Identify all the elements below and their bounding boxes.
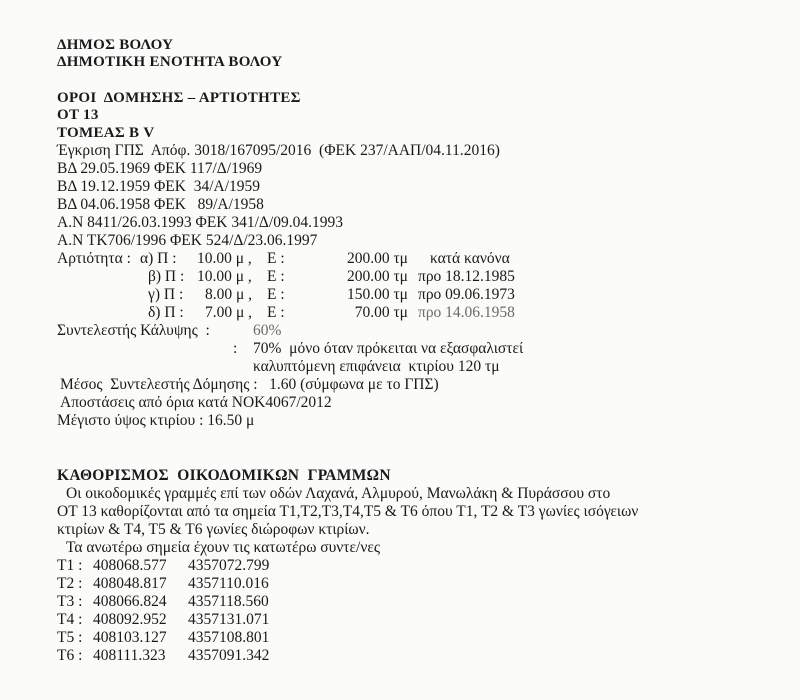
artiotita-label: Αρτιότητα : xyxy=(57,250,131,267)
point-label: Τ1 : xyxy=(57,557,83,574)
artiotita-case: β) Π : xyxy=(148,268,185,285)
coverage-alt-line1: 70% μόνο όταν πρόκειται να εξασφαλιστεί xyxy=(253,340,524,357)
municipal-unit-title: ΔΗΜΟΤΙΚΗ ΕΝΟΤΗΤΑ ΒΟΛΟΥ xyxy=(57,54,283,70)
artiotita-note: προ 14.06.1958 xyxy=(418,304,515,321)
building-coefficient: Μέσος Συντελεστής Δόμησης : 1.60 (σύμφωνα με το ΓΠΣ) xyxy=(60,376,439,393)
artiotita-case: γ) Π : xyxy=(148,286,184,303)
point-y: 4357118.560 xyxy=(188,593,269,610)
point-x: 408111.323 xyxy=(93,647,166,664)
coverage-alt-colon: : xyxy=(233,340,238,357)
coverage-value: 60% xyxy=(253,322,282,339)
artiotita-area: 200.00 τμ xyxy=(346,268,408,285)
artiotita-area-label: Ε : xyxy=(267,286,285,303)
reference-line: ΒΔ 19.12.1959 ΦΕΚ 34/Α/1959 xyxy=(57,178,260,195)
sector-label: ΤΟΜΕΑΣ Β V xyxy=(57,125,155,141)
paragraph-line: κτιρίων & Τ4, Τ5 & Τ6 γωνίες διώροφων κτιρίων. xyxy=(57,521,370,538)
paragraph-line: Οι οικοδομικές γραμμές επί των οδών Λαχανά, Αλμυρού, Μανωλάκη & Πυράσσου στο xyxy=(66,485,611,502)
municipality-title: ΔΗΜΟΣ ΒΟΛΟΥ xyxy=(57,37,174,53)
artiotita-area-label: Ε : xyxy=(267,250,285,267)
max-height: Μέγιστο ύψος κτιρίου : 16.50 μ xyxy=(57,412,255,429)
artiotita-frontage: 10.00 μ , xyxy=(197,268,252,285)
point-y: 4357110.016 xyxy=(188,575,269,592)
point-label: Τ3 : xyxy=(57,593,83,610)
point-y: 4357091.342 xyxy=(188,647,270,664)
point-label: Τ5 : xyxy=(57,629,83,646)
artiotita-note: κατά κανόνα xyxy=(430,250,510,267)
artiotita-area-label: Ε : xyxy=(267,268,285,285)
reference-line: ΒΔ 04.06.1958 ΦΕΚ 89/Α/1958 xyxy=(57,196,264,213)
point-x: 408048.817 xyxy=(93,575,167,592)
artiotita-area: 150.00 τμ xyxy=(346,286,408,303)
artiotita-note: προ 09.06.1973 xyxy=(418,286,515,303)
reference-line: Α.Ν ΤΚ706/1996 ΦΕΚ 524/Δ/23.06.1997 xyxy=(57,232,318,249)
section-title-building-lines: ΚΑΘΟΡΙΣΜΟΣ ΟΙΚΟΔΟΜΙΚΩΝ ΓΡΑΜΜΩΝ xyxy=(57,467,391,484)
point-x: 408092.952 xyxy=(93,611,167,628)
point-y: 4357131.071 xyxy=(188,611,270,628)
distances-rule: Αποστάσεις από όρια κατά ΝΟΚ4067/2012 xyxy=(60,394,332,411)
reference-line: Έγκριση ΓΠΣ Απόφ. 3018/167095/2016 (ΦΕΚ 237/ΑΑΠ/04.11.2016) xyxy=(57,142,500,159)
section-title-building-terms: ΟΡΟΙ ΔΟΜΗΣΗΣ – ΑΡΤΙΟΤΗΤΕΣ xyxy=(57,90,301,106)
coverage-alt-line2: καλυπτόμενη επιφάνεια κτιρίου 120 τμ xyxy=(253,358,500,375)
paragraph-line: ΟΤ 13 καθορίζονται από τα σημεία Τ1,Τ2,Τ3,Τ4,Τ5 & Τ6 όπου Τ1, Τ2 & Τ3 γωνίες ισόγειων xyxy=(57,503,639,520)
point-x: 408068.577 xyxy=(93,557,167,574)
artiotita-note: προ 18.12.1985 xyxy=(418,268,515,285)
point-label: Τ4 : xyxy=(57,611,83,628)
artiotita-frontage: 7.00 μ , xyxy=(205,304,253,321)
reference-line: Α.Ν 8411/26.03.1993 ΦΕΚ 341/Δ/09.04.1993 xyxy=(57,214,343,231)
artiotita-frontage: 8.00 μ , xyxy=(205,286,253,303)
point-label: Τ2 : xyxy=(57,575,83,592)
block-number: ΟΤ 13 xyxy=(57,107,99,123)
artiotita-area-label: Ε : xyxy=(267,304,285,321)
point-x: 408103.127 xyxy=(93,629,167,646)
point-label: Τ6 : xyxy=(57,647,83,664)
coverage-label: Συντελεστής Κάλυψης : xyxy=(57,322,210,339)
artiotita-case: α) Π : xyxy=(140,250,177,267)
artiotita-frontage: 10.00 μ , xyxy=(197,250,252,267)
artiotita-case: δ) Π : xyxy=(148,304,184,321)
point-x: 408066.824 xyxy=(93,593,167,610)
artiotita-area: 200.00 τμ xyxy=(346,250,408,267)
artiotita-area: 70.00 τμ xyxy=(354,304,408,321)
coordinates-intro: Τα ανωτέρω σημεία έχουν τις κατωτέρω συντε/νες xyxy=(66,539,381,556)
reference-line: ΒΔ 29.05.1969 ΦΕΚ 117/Δ/1969 xyxy=(57,160,263,177)
point-y: 4357108.801 xyxy=(188,629,270,646)
point-y: 4357072.799 xyxy=(188,557,270,574)
